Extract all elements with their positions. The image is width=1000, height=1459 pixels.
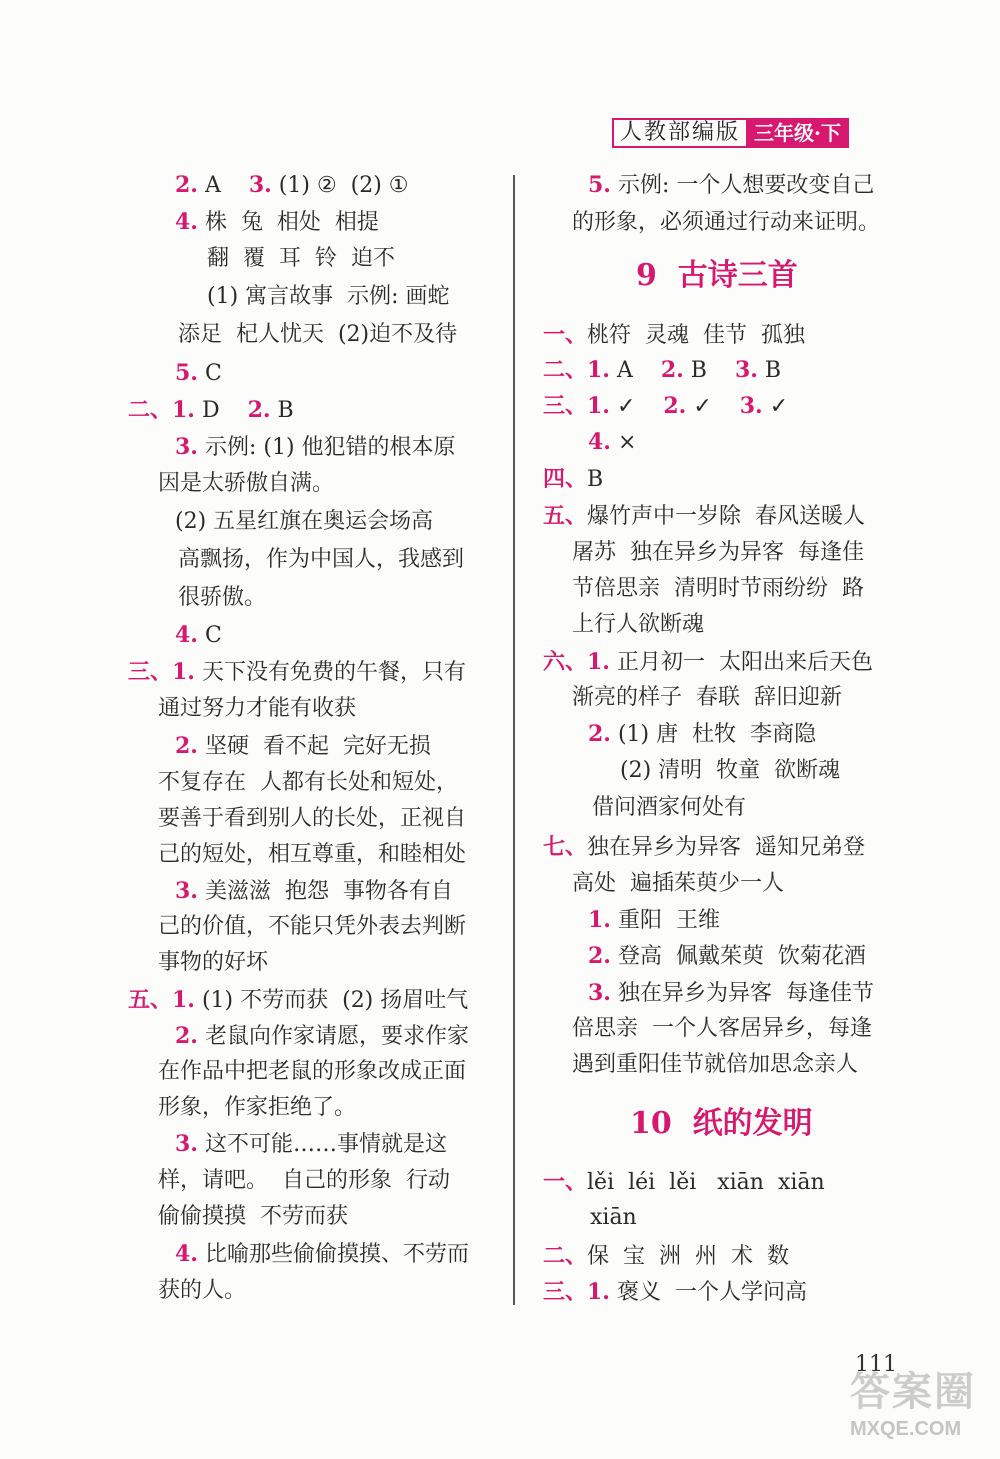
- answer-line: 3. 独在异乡为异客 每逢佳节: [588, 980, 874, 1006]
- answer-line: 己的价值，不能只凭外表去判断: [158, 914, 467, 939]
- answer-line: (2) 清明 牧童 欲断魂: [620, 758, 841, 783]
- answer-line: 翻 覆 耳 铃 迫不: [207, 246, 395, 271]
- answer-line: 一、lěi léi lěi xiān xiān: [543, 1169, 825, 1195]
- answer-line: 五、爆竹声中一岁除 春风送暖人: [543, 503, 866, 529]
- answer-line: 3. 美滋滋 抱怨 事物各有自: [175, 878, 453, 904]
- watermark-url: MXQE.COM: [850, 1418, 962, 1440]
- grade-label: 三年级·下: [746, 118, 849, 148]
- answer-line: 3. 示例: (1) 他犯错的根本原: [175, 434, 456, 460]
- answer-line: 六、1. 正月初一 太阳出来后天色: [543, 649, 873, 675]
- answer-line: 三、1. 天下没有免费的午餐，只有: [128, 659, 466, 685]
- answer-line: 2. 坚硬 看不起 完好无损: [175, 733, 431, 759]
- answer-line: 4. C: [175, 622, 222, 648]
- column-divider: [513, 175, 515, 1305]
- answer-line: 高处 遍插茱萸少一人: [572, 871, 784, 896]
- answer-line: 二、1. D 2. B: [128, 397, 294, 423]
- answer-line: 2. 登高 佩戴茱萸 饮菊花酒: [588, 943, 866, 969]
- answer-line: 遇到重阳佳节就倍加思念亲人: [572, 1052, 859, 1077]
- answer-line: 偷偷摸摸 不劳而获: [158, 1204, 348, 1229]
- watermark-logo: [850, 1360, 995, 1450]
- answer-line: 3. 这不可能……事情就是这: [175, 1131, 447, 1157]
- answer-line: 倍思亲 一个人客居异乡，每逢: [572, 1016, 872, 1041]
- answer-line: 上行人欲断魂: [572, 612, 705, 637]
- answer-line: 通过努力才能有收获: [158, 696, 357, 721]
- answer-line: 1. 重阳 王维: [588, 907, 720, 933]
- answer-line: 己的短处，相互尊重，和睦相处: [158, 842, 467, 867]
- answer-line: 2. A 3. (1) ② (2) ①: [175, 172, 409, 198]
- answer-line: 要善于看到别人的长处，正视自: [158, 806, 467, 831]
- answer-line: 2. 老鼠向作家请愿，要求作家: [175, 1023, 469, 1049]
- answer-line: 样，请吧。 自己的形象 行动: [158, 1168, 450, 1193]
- answer-line: 节倍思亲 清明时节雨纷纷 路: [572, 576, 864, 601]
- answer-line: 在作品中把老鼠的形象改成正面: [158, 1059, 467, 1084]
- edition-header: [612, 118, 849, 148]
- answer-line: 获的人。: [158, 1278, 247, 1303]
- answer-line: 因是太骄傲自满。: [158, 471, 335, 496]
- answer-line: 的形象，必须通过行动来证明。: [572, 210, 881, 235]
- answer-line: 2. (1) 唐 杜牧 李商隐: [588, 721, 817, 747]
- answer-line: 5. 示例: 一个人想要改变自己: [588, 172, 875, 198]
- answer-line: 4. 株 兔 相处 相提: [175, 209, 379, 235]
- answer-line: (1) 寓言故事 示例: 画蛇: [207, 284, 450, 309]
- watermark-text: 答案圈: [850, 1370, 976, 1414]
- answer-line: 四、B: [543, 466, 604, 492]
- answer-line: 二、1. A 2. B 3. B: [543, 357, 782, 383]
- answer-line: 借问酒家何处有: [592, 795, 747, 820]
- answer-line: 渐亮的样子 春联 辞旧迎新: [572, 685, 842, 710]
- answer-line: 4. ×: [588, 429, 637, 455]
- answer-line: 三、1. ✓ 2. ✓ 3. ✓: [543, 393, 789, 419]
- page-number: 111: [855, 1352, 897, 1377]
- answer-line: 五、1. (1) 不劳而获 (2) 扬眉吐气: [128, 987, 469, 1013]
- section-title-9: 9 古诗三首: [636, 258, 798, 293]
- answer-line: 二、保 宝 洲 州 术 数: [543, 1243, 789, 1269]
- answer-line: 一、桃符 灵魂 佳节 孤独: [543, 322, 805, 348]
- answer-line: (2) 五星红旗在奥运会场高: [175, 509, 434, 534]
- answer-line: 高飘扬，作为中国人，我感到: [178, 547, 465, 572]
- answer-line: 5. C: [175, 360, 222, 386]
- answer-line: 很骄傲。: [178, 585, 267, 610]
- answer-line: 4. 比喻那些偷偷摸摸、不劳而: [175, 1241, 469, 1267]
- answer-line: 不复存在 人都有长处和短处，: [158, 770, 458, 795]
- edition-label: 人教部编版: [612, 118, 746, 148]
- section-title-10: 10 纸的发明: [630, 1106, 813, 1141]
- answer-line: 三、1. 褒义 一个人学问高: [543, 1279, 807, 1305]
- answer-line: 添足 杞人忧天 (2)迫不及待: [178, 322, 458, 347]
- answer-line: 事物的好坏: [158, 950, 269, 975]
- answer-line: 七、独在异乡为异客 遥知兄弟登: [543, 834, 866, 860]
- answer-line: 形象，作家拒绝了。: [158, 1095, 357, 1120]
- answer-line: xiān: [590, 1205, 637, 1230]
- answer-line: 屠苏 独在异乡为异客 每逢佳: [572, 540, 864, 565]
